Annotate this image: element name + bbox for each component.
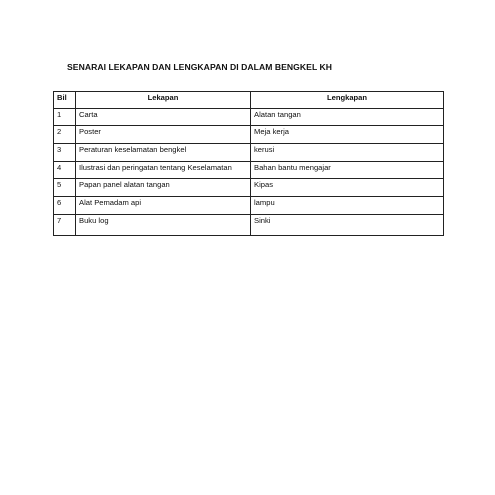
cell-lengkapan: Bahan bantu mengajar (251, 162, 444, 179)
table-row (54, 109, 444, 126)
cell-lekapan: Poster (76, 126, 251, 144)
cell-bil: 7 (54, 215, 76, 236)
cell-lengkapan: kerusi (251, 144, 444, 162)
cell-bil: 2 (54, 126, 76, 144)
cell-lekapan: Carta (76, 109, 251, 126)
table-row (54, 179, 444, 197)
header-bil: Bil (54, 92, 76, 109)
cell-bil: 1 (54, 109, 76, 126)
cell-bil: 3 (54, 144, 76, 162)
table-row (54, 144, 444, 162)
header-lekapan: Lekapan (76, 92, 251, 109)
cell-lekapan: Buku log (76, 215, 251, 236)
header-lengkapan: Lengkapan (251, 92, 444, 109)
cell-lekapan: Papan panel alatan tangan (76, 179, 251, 197)
table-row (54, 162, 444, 179)
equipment-table (53, 91, 444, 236)
cell-bil: 6 (54, 197, 76, 215)
cell-lengkapan: Meja kerja (251, 126, 444, 144)
cell-lekapan: Alat Pemadam api (76, 197, 251, 215)
cell-lengkapan: Kipas (251, 179, 444, 197)
table-header-row (54, 92, 444, 109)
cell-lengkapan: Alatan tangan (251, 109, 444, 126)
cell-lekapan: Peraturan keselamatan bengkel (76, 144, 251, 162)
cell-bil: 5 (54, 179, 76, 197)
table-row (54, 197, 444, 215)
cell-lengkapan: Sinki (251, 215, 444, 236)
table-row (54, 215, 444, 236)
cell-lekapan: Ilustrasi dan peringatan tentang Keselamatan (76, 162, 251, 179)
cell-bil: 4 (54, 162, 76, 179)
document-title: SENARAI LEKAPAN DAN LENGKAPAN DI DALAM BENGKEL KH (67, 62, 333, 72)
cell-lengkapan: lampu (251, 197, 444, 215)
table-row (54, 126, 444, 144)
